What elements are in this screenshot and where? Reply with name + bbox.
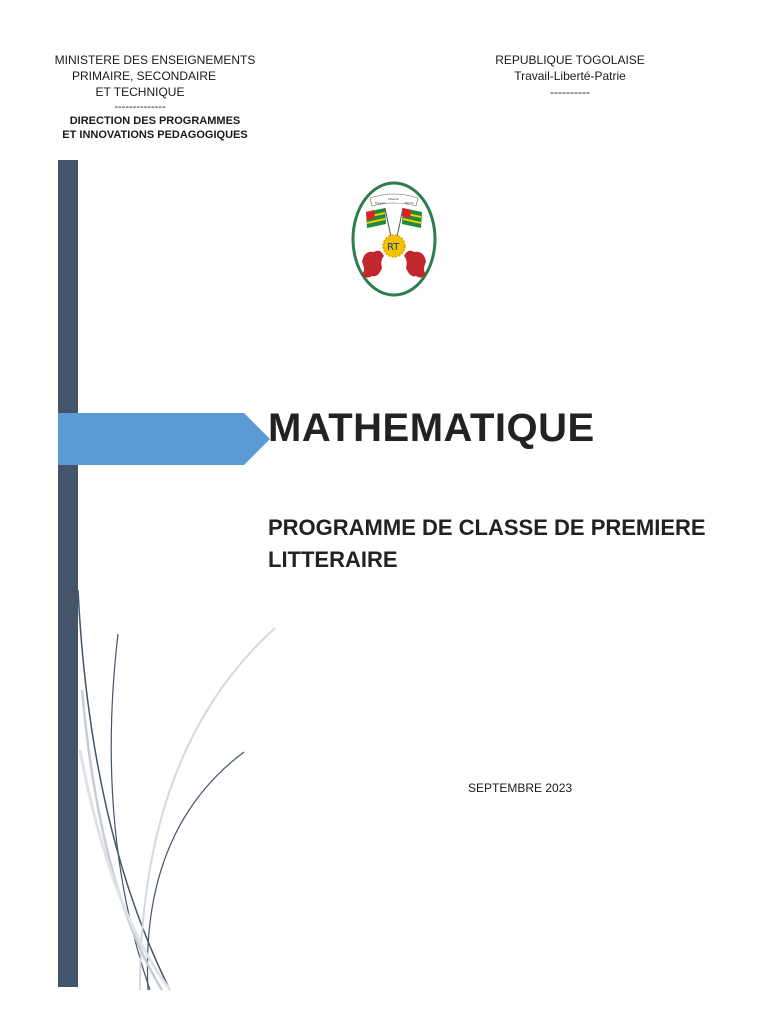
direction-line-2: ET INNOVATIONS PEDAGOGIQUES bbox=[62, 129, 248, 141]
emblem-center-text: RT bbox=[387, 242, 400, 253]
ministry-line-3: ET TECHNIQUE bbox=[95, 85, 185, 99]
document-date: SEPTEMBRE 2023 bbox=[468, 781, 573, 795]
subtitle-line-2: LITTERAIRE bbox=[268, 547, 398, 572]
emblem-banner-center: Liberté bbox=[388, 197, 399, 201]
republic-header bbox=[470, 52, 670, 100]
ministry-separator: -------------- bbox=[114, 101, 166, 113]
document-subtitle bbox=[268, 512, 748, 576]
document-title: MATHEMATIQUE bbox=[268, 406, 595, 450]
emblem-banner-left: Travail bbox=[375, 201, 385, 205]
republic-separator: ---------- bbox=[550, 85, 590, 99]
ministry-line-2: PRIMAIRE, SECONDAIRE bbox=[71, 69, 217, 83]
direction-line-1: DIRECTION DES PROGRAMMES bbox=[69, 115, 241, 127]
subtitle-line-1: PROGRAMME DE CLASSE DE PREMIERE bbox=[268, 515, 706, 540]
decorative-curves bbox=[0, 590, 300, 1000]
emblem-banner-right: Patrie bbox=[405, 201, 414, 205]
country-name: REPUBLIQUE TOGOLAISE bbox=[495, 53, 645, 67]
ministry-line-1: MINISTERE DES ENSEIGNEMENTS bbox=[54, 53, 256, 67]
coat-of-arms-emblem bbox=[350, 180, 438, 298]
blue-arrow-banner bbox=[58, 413, 270, 465]
ministry-header bbox=[40, 52, 270, 142]
national-motto: Travail-Liberté-Patrie bbox=[514, 69, 626, 83]
